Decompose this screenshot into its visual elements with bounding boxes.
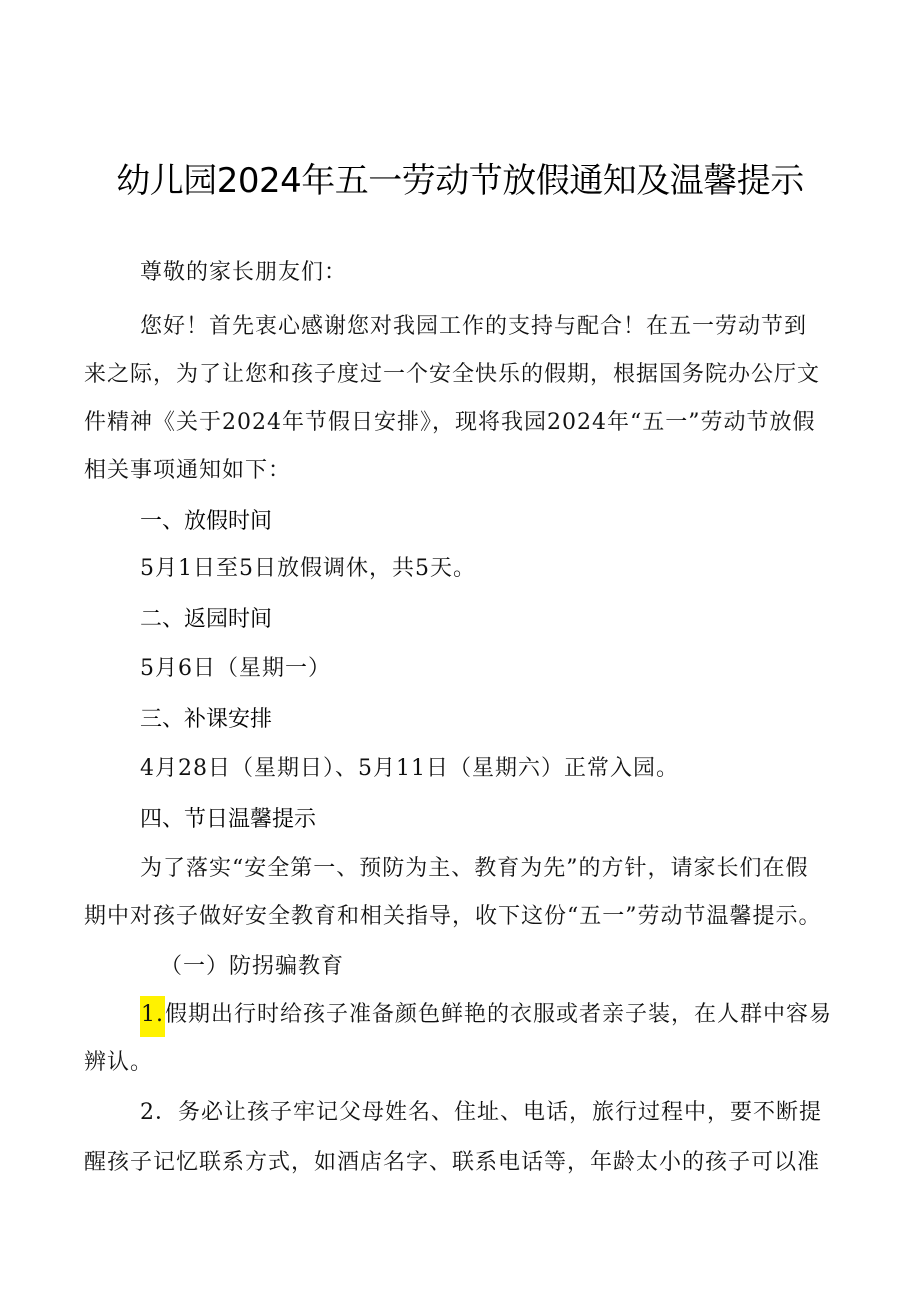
intro-line-1: 您好！首先衷心感谢您对我园工作的支持与配合！在五一劳动节到 — [140, 314, 808, 339]
item-1-line-1 — [140, 1000, 844, 1030]
intro-line-4: 相关事项通知如下： — [84, 458, 292, 483]
greeting: 尊敬的家长朋友们： — [140, 260, 348, 285]
item-1-number-highlight: 1. — [140, 996, 165, 1037]
intro-line-3: 件精神《关于2024年节假日安排》，现将我园2024年“五一”劳动节放假 — [84, 410, 816, 435]
section-body-return-time: 5月6日（星期一） — [140, 656, 331, 681]
intro-line-2: 来之际，为了让您和孩子度过一个安全快乐的假期，根据国务院办公厅文 — [84, 362, 821, 387]
subsection-anti-abduction: （一）防拐骗教育 — [160, 954, 345, 979]
tips-intro-line-1: 为了落实“安全第一、预防为主、教育为先”的方针，请家长们在假 — [140, 856, 809, 881]
section-heading-return-time: 二、返园时间 — [140, 607, 273, 632]
item-2-line-2: 醒孩子记忆联系方式，如酒店名字、联系电话等，年龄太小的孩子可以准 — [84, 1150, 821, 1175]
document-title: 幼儿园2024年五一劳动节放假通知及温馨提示 — [116, 161, 804, 201]
section-body-makeup-class: 4月28日（星期日）、5月11日（星期六）正常入园。 — [140, 756, 679, 781]
item-2-line-1: 2．务必让孩子牢记父母姓名、住址、电话，旅行过程中，要不断提 — [140, 1100, 822, 1125]
section-heading-makeup-class: 三、补课安排 — [140, 707, 273, 732]
section-heading-holiday-time: 一、放假时间 — [140, 509, 273, 534]
item-1-text: 假期出行时给孩子准备颜色鲜艳的衣服或者亲子装，在人群中容易 — [165, 1002, 833, 1027]
section-body-holiday-time: 5月1日至5日放假调休，共5天。 — [140, 556, 476, 581]
section-heading-tips: 四、节日温馨提示 — [140, 807, 317, 832]
tips-intro-line-2: 期中对孩子做好安全教育和相关指导，收下这份“五一”劳动节温馨提示。 — [84, 904, 822, 929]
item-1-line-2: 辨认。 — [84, 1050, 154, 1075]
